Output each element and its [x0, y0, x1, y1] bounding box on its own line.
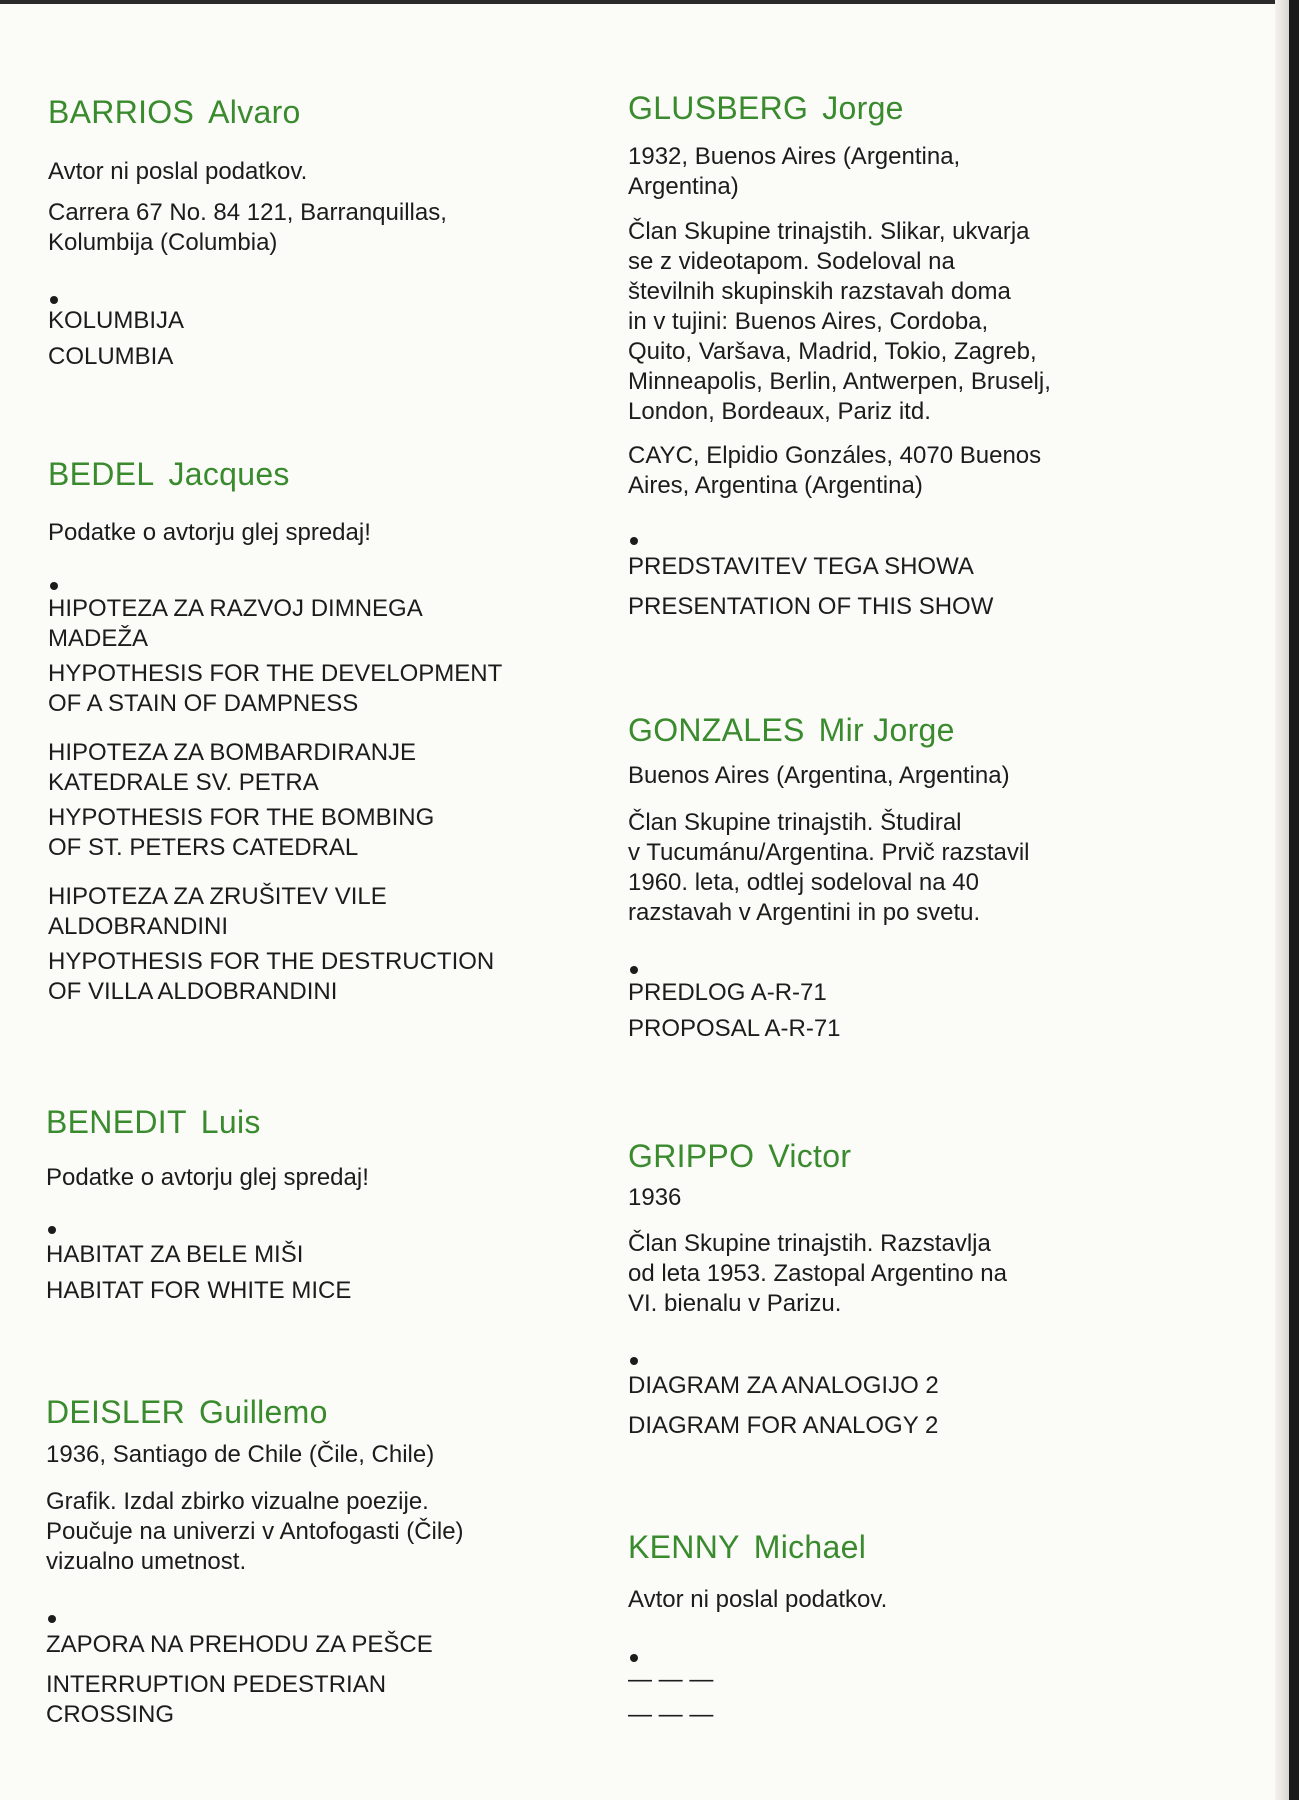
artist-info-line: in v tujini: Buenos Aires, Cordoba, [628, 308, 989, 335]
artist-info-line: CAYC, Elpidio Gonzáles, 4070 Buenos [628, 442, 1042, 469]
work-title: PROPOSAL A-R-71 [628, 1015, 841, 1042]
artist-name-bedel [48, 456, 290, 493]
artist-first-name: Mir Jorge [818, 712, 955, 748]
artist-info-line: 1936, Santiago de Chile (Čile, Chile) [46, 1441, 435, 1468]
bullet-icon [48, 1226, 56, 1234]
work-title: ZAPORA NA PREHODU ZA PEŠCE [46, 1631, 433, 1658]
artist-surname: BENEDIT [46, 1104, 187, 1140]
work-title: HYPOTHESIS FOR THE BOMBING [48, 804, 435, 831]
work-title: COLUMBIA [48, 343, 174, 370]
work-title: — — — [628, 1701, 714, 1728]
artist-info-line: Podatke o avtorju glej spredaj! [48, 519, 371, 546]
artist-first-name: Luis [200, 1104, 261, 1140]
work-title: PREDLOG A-R-71 [628, 979, 827, 1006]
artist-info-line: Kolumbija (Columbia) [48, 229, 278, 256]
artist-surname: GLUSBERG [628, 90, 809, 126]
work-title: HYPOTHESIS FOR THE DESTRUCTION [48, 948, 495, 975]
bullet-icon [630, 966, 638, 974]
work-title: MADEŽA [48, 625, 149, 652]
page-edge [1289, 0, 1299, 1800]
work-title: HIPOTEZA ZA RAZVOJ DIMNEGA [48, 595, 423, 622]
artist-info-line: Član Skupine trinajstih. Slikar, ukvarja [628, 218, 1030, 245]
artist-surname: GRIPPO [628, 1138, 755, 1174]
work-title: ALDOBRANDINI [48, 913, 229, 940]
work-title: HIPOTEZA ZA ZRUŠITEV VILE [48, 883, 387, 910]
artist-name-glusberg [628, 90, 904, 127]
work-title: DIAGRAM ZA ANALOGIJO 2 [628, 1372, 939, 1399]
artist-info-line: razstavah v Argentini in po svetu. [628, 899, 981, 926]
artist-info-line: London, Bordeaux, Pariz itd. [628, 398, 931, 425]
artist-first-name: Jacques [168, 456, 290, 492]
artist-surname: GONZALES [628, 712, 805, 748]
work-title: KATEDRALE SV. PETRA [48, 769, 319, 796]
work-title: CROSSING [46, 1701, 175, 1728]
artist-name-kenny [628, 1529, 866, 1566]
bullet-icon [50, 582, 58, 590]
artist-info-line: številnih skupinskih razstavah doma [628, 278, 1011, 305]
artist-name-gonzales [628, 712, 955, 749]
artist-info-line: Poučuje na univerzi v Antofogasti (Čile) [46, 1518, 464, 1545]
work-title: HABITAT FOR WHITE MICE [46, 1277, 352, 1304]
artist-info-line: se z videotapom. Sodeloval na [628, 248, 955, 275]
artist-surname: BEDEL [48, 456, 155, 492]
artist-surname: BARRIOS [48, 94, 195, 130]
artist-name-deisler [46, 1394, 328, 1431]
work-title: OF ST. PETERS CATEDRAL [48, 834, 359, 861]
artist-first-name: Jorge [822, 90, 904, 126]
bullet-icon [50, 296, 58, 304]
page-edge-shadow [1275, 0, 1289, 1800]
work-title: OF A STAIN OF DAMPNESS [48, 690, 359, 717]
work-title: HABITAT ZA BELE MIŠI [46, 1241, 304, 1268]
work-title: HYPOTHESIS FOR THE DEVELOPMENT [48, 660, 503, 687]
work-title: HIPOTEZA ZA BOMBARDIRANJE [48, 739, 417, 766]
artist-first-name: Michael [753, 1529, 867, 1565]
artist-info-line: vizualno umetnost. [46, 1548, 247, 1575]
bullet-icon [48, 1615, 56, 1623]
work-title: — — — [628, 1666, 714, 1693]
artist-name-benedit [46, 1104, 261, 1141]
bullet-icon [630, 1654, 638, 1662]
artist-info-line: Buenos Aires (Argentina, Argentina) [628, 762, 1010, 789]
artist-info-line: Član Skupine trinajstih. Študiral [628, 809, 962, 836]
work-title: PRESENTATION OF THIS SHOW [628, 593, 994, 620]
artist-info-line: v Tucumánu/Argentina. Prvič razstavil [628, 839, 1030, 866]
artist-first-name: Guillemo [199, 1394, 328, 1430]
artist-first-name: Victor [768, 1138, 852, 1174]
work-title: PREDSTAVITEV TEGA SHOWA [628, 553, 974, 580]
work-title: OF VILLA ALDOBRANDINI [48, 978, 338, 1005]
artist-surname: KENNY [628, 1529, 740, 1565]
artist-info-line: od leta 1953. Zastopal Argentino na [628, 1260, 1007, 1287]
artist-info-line: Quito, Varšava, Madrid, Tokio, Zagreb, [628, 338, 1037, 365]
artist-info-line: VI. bienalu v Parizu. [628, 1290, 842, 1317]
artist-info-line: Avtor ni poslal podatkov. [628, 1586, 888, 1613]
work-title: KOLUMBIJA [48, 307, 185, 334]
artist-info-line: 1932, Buenos Aires (Argentina, [628, 143, 961, 170]
artist-info-line: Član Skupine trinajstih. Razstavlja [628, 1230, 991, 1257]
artist-info-line: Argentina) [628, 173, 739, 200]
artist-info-line: Carrera 67 No. 84 121, Barranquillas, [48, 199, 447, 226]
artist-name-barrios [48, 94, 301, 131]
work-title: INTERRUPTION PEDESTRIAN [46, 1671, 387, 1698]
artist-first-name: Alvaro [208, 94, 301, 130]
artist-info-line: Grafik. Izdal zbirko vizualne poezije. [46, 1488, 429, 1515]
work-title: DIAGRAM FOR ANALOGY 2 [628, 1412, 939, 1439]
artist-info-line: 1936 [628, 1184, 682, 1211]
artist-info-line: Avtor ni poslal podatkov. [48, 158, 308, 185]
artist-info-line: Aires, Argentina (Argentina) [628, 472, 923, 499]
artist-info-line: Podatke o avtorju glej spredaj! [46, 1164, 369, 1191]
artist-info-line: Minneapolis, Berlin, Antwerpen, Bruselj, [628, 368, 1051, 395]
bullet-icon [630, 537, 638, 545]
artist-surname: DEISLER [46, 1394, 186, 1430]
bullet-icon [630, 1357, 638, 1365]
artist-info-line: 1960. leta, odtlej sodeloval na 40 [628, 869, 979, 896]
artist-name-grippo [628, 1138, 851, 1175]
top-rule [0, 0, 1299, 4]
